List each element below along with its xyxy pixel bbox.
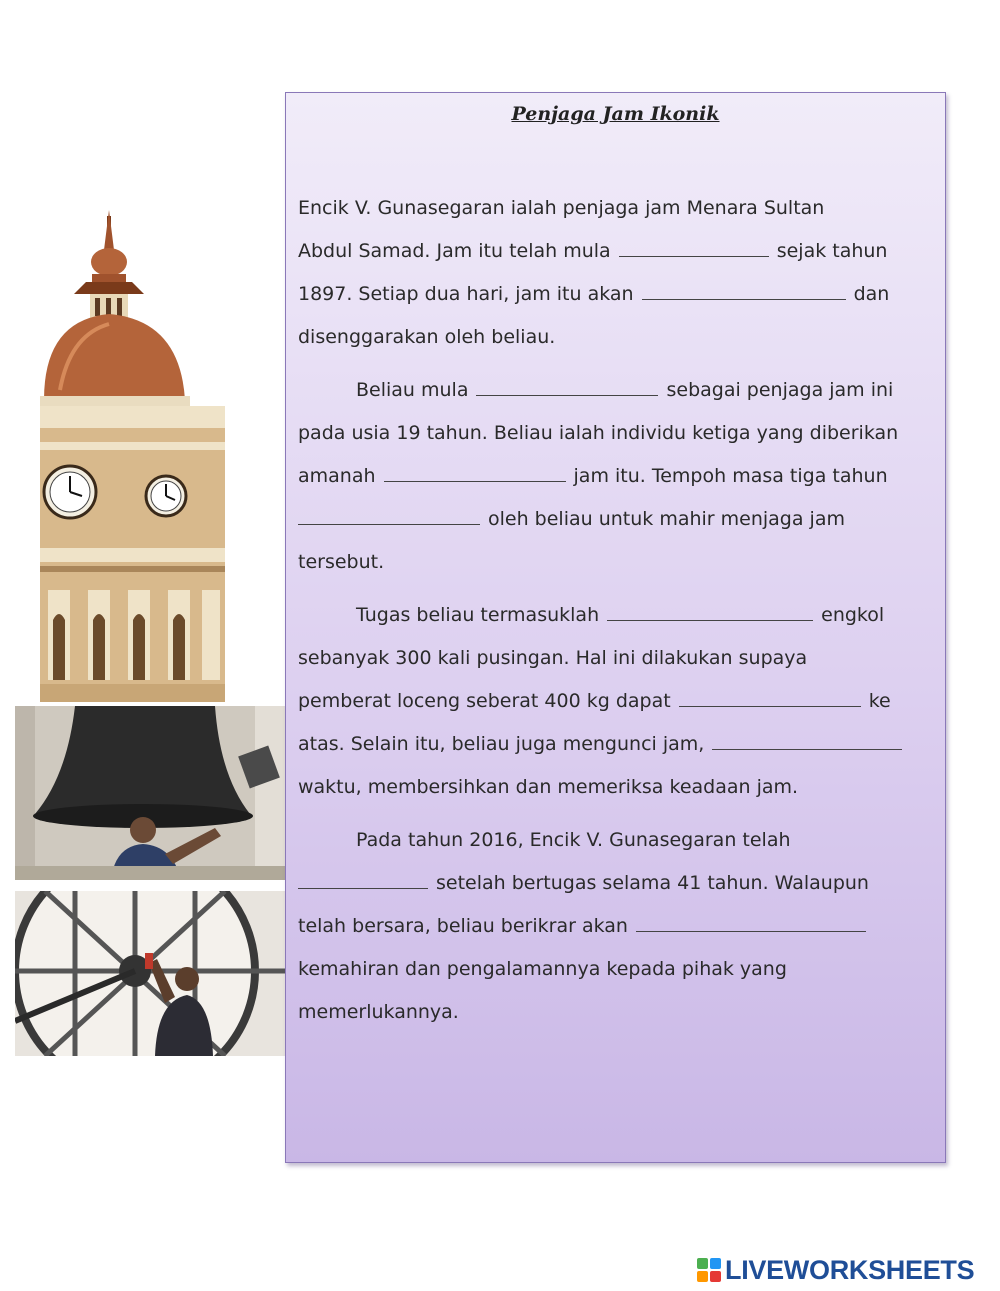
passage xyxy=(298,187,938,1034)
passage-text: sebagai penjaga jam ini xyxy=(666,379,894,401)
passage-line xyxy=(298,230,938,273)
passage-text: memerlukannya. xyxy=(298,1001,459,1023)
passage-text: Beliau mula xyxy=(356,379,469,401)
passage-text: telah bersara, beliau berikrar akan xyxy=(298,915,628,937)
passage-text: Abdul Samad. Jam itu telah mula xyxy=(298,240,611,262)
paragraph-gap xyxy=(298,584,938,594)
passage-text: pemberat loceng seberat 400 kg dapat xyxy=(298,690,671,712)
passage-text: jam itu. Tempoh masa tiga tahun xyxy=(573,465,888,487)
passage-line xyxy=(298,273,938,316)
passage-text: sebanyak 300 kali pusingan. Hal ini dilakukan supaya xyxy=(298,647,808,669)
bell-photo xyxy=(15,706,285,880)
passage-line xyxy=(298,766,938,809)
passage-line xyxy=(298,412,938,455)
passage-line xyxy=(298,455,938,498)
clock-mechanism-photo xyxy=(15,891,285,1056)
passage-text: sejak tahun xyxy=(776,240,888,262)
passage-text: Pada tahun 2016, Encik V. Gunasegaran telah xyxy=(356,829,791,851)
fill-in-blank[interactable] xyxy=(476,394,658,396)
passage-text: kemahiran dan pengalamannya kepada pihak yang xyxy=(298,958,787,980)
fill-in-blank[interactable] xyxy=(384,480,566,482)
worksheet-title: Penjaga Jam Ikonik xyxy=(511,103,720,125)
passage-line xyxy=(298,991,938,1034)
passage-text: pada usia 19 tahun. Beliau ialah individu ketiga yang diberikan xyxy=(298,422,899,444)
logo-block xyxy=(710,1271,721,1282)
passage-text: dan xyxy=(853,283,890,305)
bell-illustration xyxy=(15,706,285,880)
paragraph-gap xyxy=(298,809,938,819)
passage-line xyxy=(298,594,938,637)
fill-in-blank[interactable] xyxy=(642,298,846,300)
passage-line xyxy=(298,541,938,584)
passage-text: engkol xyxy=(821,604,885,626)
passage-line xyxy=(298,905,938,948)
passage-text: amanah xyxy=(298,465,376,487)
passage-line xyxy=(298,819,938,862)
logo-block xyxy=(697,1271,708,1282)
passage-line xyxy=(298,316,938,359)
clock-tower-illustration xyxy=(40,210,230,702)
fill-in-blank[interactable] xyxy=(679,705,861,707)
logo-block xyxy=(697,1258,708,1269)
passage-line xyxy=(298,498,938,541)
passage-line xyxy=(298,369,938,412)
fill-in-blank[interactable] xyxy=(619,255,769,257)
passage-text: tersebut. xyxy=(298,551,385,573)
passage-line xyxy=(298,723,938,766)
passage-line xyxy=(298,948,938,991)
passage-line xyxy=(298,862,938,905)
fill-in-blank[interactable] xyxy=(712,748,902,750)
clock-tower-photo xyxy=(40,210,230,702)
fill-in-blank[interactable] xyxy=(298,523,480,525)
fill-in-blank[interactable] xyxy=(298,887,428,889)
logo-blocks-icon xyxy=(697,1258,721,1282)
fill-in-blank[interactable] xyxy=(636,930,866,932)
fill-in-blank[interactable] xyxy=(607,619,813,621)
passage-text: ke xyxy=(868,690,891,712)
passage-text: atas. Selain itu, beliau juga mengunci jam, xyxy=(298,733,705,755)
paragraph-gap xyxy=(298,359,938,369)
logo-text: LIVEWORKSHEETS xyxy=(725,1254,975,1285)
passage-text: Tugas beliau termasuklah xyxy=(356,604,600,626)
passage-text: waktu, membersihkan dan memeriksa keadaan jam. xyxy=(298,776,799,798)
worksheet-panel xyxy=(285,92,946,1163)
passage-text: setelah bertugas selama 41 tahun. Walaupun xyxy=(436,872,869,894)
passage-text: Encik V. Gunasegaran ialah penjaga jam Menara Sultan xyxy=(298,197,825,219)
passage-text: oleh beliau untuk mahir menjaga jam xyxy=(488,508,845,530)
passage-line xyxy=(298,637,938,680)
passage-line xyxy=(298,680,938,723)
passage-line xyxy=(298,187,938,230)
logo-block xyxy=(710,1258,721,1269)
passage-text: disenggarakan oleh beliau. xyxy=(298,326,556,348)
clock-mechanism-illustration xyxy=(15,891,285,1056)
passage-text: 1897. Setiap dua hari, jam itu akan xyxy=(298,283,634,305)
liveworksheets-logo xyxy=(697,1255,974,1285)
